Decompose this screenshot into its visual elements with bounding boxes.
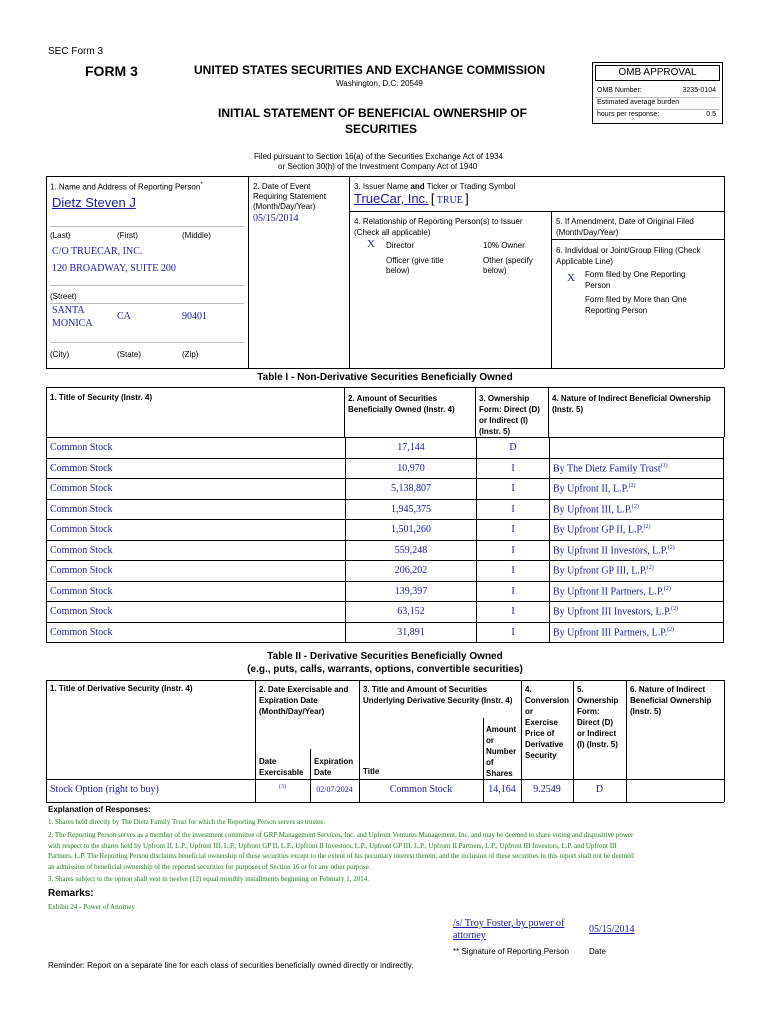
omb-burden-value: 0.5 bbox=[706, 111, 716, 118]
table1-col3-header: 3. Ownership Form: Direct (D) or Indirect (I) (Instr. 5) bbox=[479, 394, 540, 436]
omb-burden-label-2: hours per response: bbox=[597, 111, 660, 118]
commission-location: Washington, D.C. 20549 bbox=[336, 79, 423, 88]
ticker-symbol: TRUE bbox=[436, 195, 463, 206]
table2 bbox=[46, 680, 724, 803]
nature-of-ownership: By Upfront III Investors, L.P.$^{(2)}$ bbox=[550, 602, 724, 623]
security-title: Common Stock bbox=[47, 602, 346, 623]
exercise-price: 9.2549 bbox=[533, 784, 561, 795]
security-title: Common Stock bbox=[47, 479, 346, 500]
table1-col4-header: 4. Nature of Indirect Beneficial Ownership (Instr. 5) bbox=[552, 394, 711, 414]
one-person-check-mark: X bbox=[567, 272, 575, 284]
table2-title-header: Title bbox=[363, 767, 380, 776]
filed-pursuant-line1: Filed pursuant to Section 16(a) of the Securities Exchange Act of 1934 bbox=[254, 152, 504, 161]
ownership-form: I bbox=[477, 520, 550, 541]
box3-label: 3. Issuer Name and Ticker or Trading Symbol bbox=[354, 182, 516, 191]
signature-date: 05/15/2014 bbox=[589, 924, 635, 935]
security-title: Common Stock bbox=[47, 458, 346, 479]
ownership-form: I bbox=[477, 499, 550, 520]
table-row bbox=[47, 602, 724, 623]
table2-col5-header: 5. Ownership Form: Direct (D) or Indirect (I) (Instr. 5) bbox=[577, 685, 619, 749]
amount: 63,152 bbox=[346, 602, 477, 623]
ten-pct-owner-option: 10% Owner bbox=[483, 241, 525, 250]
security-title: Common Stock bbox=[47, 622, 346, 643]
underlying-shares: 14,164 bbox=[488, 784, 516, 795]
table2-date-exercisable-header: Date Exercisable bbox=[259, 757, 304, 777]
table1-col1-header: 1. Title of Security (Instr. 4) bbox=[50, 393, 153, 402]
omb-number-label: OMB Number: bbox=[597, 87, 642, 94]
officer-option: Officer (give title below) bbox=[386, 256, 444, 275]
other-option: Other (specify below) bbox=[483, 256, 533, 275]
commission-title: UNITED STATES SECURITIES AND EXCHANGE COMMISSION bbox=[194, 63, 546, 77]
omb-burden-label-1: Estimated average burden bbox=[597, 99, 680, 106]
nature-of-ownership: By Upfront II Investors, L.P.$^{(2)}$ bbox=[550, 540, 724, 561]
table2-expiration-header: Expiration Date bbox=[314, 757, 354, 777]
nature-of-ownership: By Upfront GP III, L.P.$^{(2)}$ bbox=[550, 561, 724, 582]
box1-label: 1. Name and Address of Reporting Person* bbox=[50, 182, 203, 192]
zip-label: (Zip) bbox=[182, 350, 199, 359]
sec-form-label: SEC Form 3 bbox=[48, 46, 104, 57]
nature-of-ownership: By Upfront GP II, L.P.$^{(2)}$ bbox=[550, 520, 724, 541]
derivative-title: Stock Option (right to buy) bbox=[50, 784, 159, 795]
ownership-form: I bbox=[477, 561, 550, 582]
city-label: (City) bbox=[50, 350, 70, 359]
security-title: Common Stock bbox=[47, 520, 346, 541]
table2-col6-header: 6. Nature of Indirect Beneficial Ownership (Instr. 5) bbox=[630, 685, 712, 716]
explanation-heading: Explanation of Responses: bbox=[48, 805, 151, 814]
box4-label: 4. Relationship of Reporting Person(s) to Issuer (Check all applicable) bbox=[354, 217, 523, 237]
derivative-ownership-form: D bbox=[595, 784, 604, 795]
table-row bbox=[47, 499, 724, 520]
omb-number-value: 3235-0104 bbox=[682, 87, 716, 94]
statement-title-line2: SECURITIES bbox=[345, 122, 418, 136]
director-option: Director bbox=[386, 241, 415, 250]
table2-amount-header: Amount or Number of Shares bbox=[486, 725, 517, 778]
filed-pursuant-line2: or Section 30(h) of the Investment Company Act of 1940 bbox=[278, 162, 478, 171]
issuer-name-link[interactable]: TrueCar, Inc. bbox=[354, 191, 429, 206]
ownership-form: I bbox=[477, 602, 550, 623]
security-title: Common Stock bbox=[47, 438, 346, 459]
ownership-form: I bbox=[477, 540, 550, 561]
nature-of-ownership bbox=[550, 438, 724, 459]
filed-by-one-option: Form filed by One Reporting Person bbox=[585, 270, 686, 290]
amount: 559,248 bbox=[346, 540, 477, 561]
middle-label: (Middle) bbox=[182, 231, 211, 240]
table-row bbox=[47, 458, 724, 479]
table2-col4-header: 4. Conversion or Exercise Price of Derivative Security bbox=[525, 685, 570, 760]
table2-col2-header: 2. Date Exercisable and Expiration Date (Month/Day/Year) bbox=[259, 685, 349, 716]
amount: 17,144 bbox=[346, 438, 477, 459]
underlying-title: Common Stock bbox=[389, 784, 453, 795]
table1 bbox=[46, 437, 724, 643]
state-label: (State) bbox=[117, 350, 142, 359]
amount: 10,970 bbox=[346, 458, 477, 479]
nature-of-ownership: By The Dietz Family Trust$^{(1)}$ bbox=[550, 458, 724, 479]
statement-title-line1: INITIAL STATEMENT OF BENEFICIAL OWNERSHIP OF bbox=[218, 106, 527, 120]
reporting-person-name-link[interactable]: Dietz Steven J bbox=[52, 195, 136, 210]
table2-title: Table II - Derivative Securities Beneficially Owned (e.g., puts, calls, warrants, options, convertible securities) bbox=[247, 651, 523, 675]
footnote-2: 2. The Reporting Person serves as a member of the investment committee of GRP Management Services, Inc. and Upfront Ventures Management, Inc. and may be deemed to share voting and dispositive power with respect to the shares held by Upfront II, L.P., Upfront III, L.P., Upfront GP II, L.P., Upfront II Investors, L.P., Upfront GP III, L.P., Upfront II Partners, L.P., Upfront III Investors, L.P. and Upfront III Partners, L.P. The Reporting Person disclaims beneficial ownership of these securities except to the extent of his pecuniary interest therein, and the inclusion of these securities in this report shall not be deemed an admission of beneficial ownership of the reported securities for purposes of Section 16 or for any other purpose. bbox=[48, 831, 634, 871]
box2-label: 2. Date of Event Requiring Statement (Month/Day/Year) bbox=[253, 182, 326, 211]
city-line2: MONICA bbox=[52, 318, 93, 329]
table2-col3-header: 3. Title and Amount of Securities Underlying Derivative Security (Instr. 4) bbox=[363, 685, 513, 705]
amount: 1,501,260 bbox=[346, 520, 477, 541]
issuer-line: TrueCar, Inc. [ TRUE ] bbox=[354, 191, 469, 206]
security-title: Common Stock bbox=[47, 581, 346, 602]
nature-of-ownership: By Upfront II Partners, L.P.$^{(2)}$ bbox=[550, 581, 724, 602]
remarks-text: Exhibit 24 - Power of Attorney bbox=[48, 903, 135, 911]
city-line1: SANTA bbox=[52, 305, 85, 316]
table-row bbox=[47, 479, 724, 500]
event-date: 05/15/2014 bbox=[253, 213, 299, 224]
security-title: Common Stock bbox=[47, 499, 346, 520]
table1-header bbox=[46, 387, 724, 437]
street-label: (Street) bbox=[50, 292, 77, 301]
nature-of-ownership: By Upfront III Partners, L.P.$^{(2)}$ bbox=[550, 622, 724, 643]
amount: 139,397 bbox=[346, 581, 477, 602]
filed-by-more-option: Form filed by More than One Reporting Person bbox=[585, 295, 687, 315]
zip-value: 90401 bbox=[182, 311, 207, 322]
table1-col2-header: 2. Amount of Securities Beneficially Owned (Instr. 4) bbox=[348, 394, 455, 414]
amount: 31,891 bbox=[346, 622, 477, 643]
table-row bbox=[47, 622, 724, 643]
ownership-form: I bbox=[477, 458, 550, 479]
expiration-date: 02/07/2024 bbox=[316, 785, 353, 794]
security-title: Common Stock bbox=[47, 561, 346, 582]
ownership-form: I bbox=[477, 622, 550, 643]
last-label: (Last) bbox=[50, 231, 71, 240]
table-row bbox=[47, 561, 724, 582]
footnote-1: 1. Shares held directly by The Dietz Family Trust for which the Reporting Person serves as trustee. bbox=[48, 818, 326, 826]
table2-col1-header: 1. Title of Derivative Security (Instr. 4) bbox=[50, 684, 193, 693]
omb-approval-box bbox=[592, 62, 723, 124]
amount: 206,202 bbox=[346, 561, 477, 582]
address-line2: 120 BROADWAY, SUITE 200 bbox=[52, 263, 176, 274]
nature-of-ownership: By Upfront III, L.P.$^{(2)}$ bbox=[550, 499, 724, 520]
state-value: CA bbox=[117, 311, 131, 322]
date-exercisable: (3) bbox=[279, 784, 286, 790]
table-row bbox=[47, 581, 724, 602]
ownership-form: D bbox=[477, 438, 550, 459]
form-title: FORM 3 bbox=[85, 63, 138, 79]
box6-label: 6. Individual or Joint/Group Filing (Check Applicable Line) bbox=[556, 246, 701, 266]
ownership-form: I bbox=[477, 581, 550, 602]
nature-of-ownership: By Upfront II, L.P.$^{(2)}$ bbox=[550, 479, 724, 500]
signature-date-label: Date bbox=[589, 947, 606, 956]
amount: 1,945,375 bbox=[346, 499, 477, 520]
table-row bbox=[47, 540, 724, 561]
amount: 5,138,807 bbox=[346, 479, 477, 500]
box5-label: 5. If Amendment, Date of Original Filed (Month/Day/Year) bbox=[556, 217, 694, 237]
address-line1: C/O TRUECAR, INC. bbox=[52, 246, 143, 257]
signature-label: ** Signature of Reporting Person bbox=[453, 947, 570, 956]
director-check-mark: X bbox=[367, 238, 375, 250]
omb-title: OMB APPROVAL bbox=[595, 65, 720, 81]
remarks-heading: Remarks: bbox=[48, 888, 94, 899]
footnote-3: 3. Shares subject to the option shall vest in twelve (12) equal monthly installments beginning on February 1, 2014. bbox=[48, 875, 369, 883]
table-row bbox=[47, 520, 724, 541]
reminder-text: Reminder: Report on a separate line for each class of securities beneficially owned directly or indirectly. bbox=[48, 961, 414, 970]
signature-link[interactable]: /s/ Troy Foster, by power of attorney bbox=[453, 918, 565, 941]
security-title: Common Stock bbox=[47, 540, 346, 561]
table1-title: Table I - Non-Derivative Securities Beneficially Owned bbox=[257, 372, 513, 383]
ownership-form: I bbox=[477, 479, 550, 500]
first-label: (First) bbox=[117, 231, 138, 240]
table-row bbox=[47, 438, 724, 459]
